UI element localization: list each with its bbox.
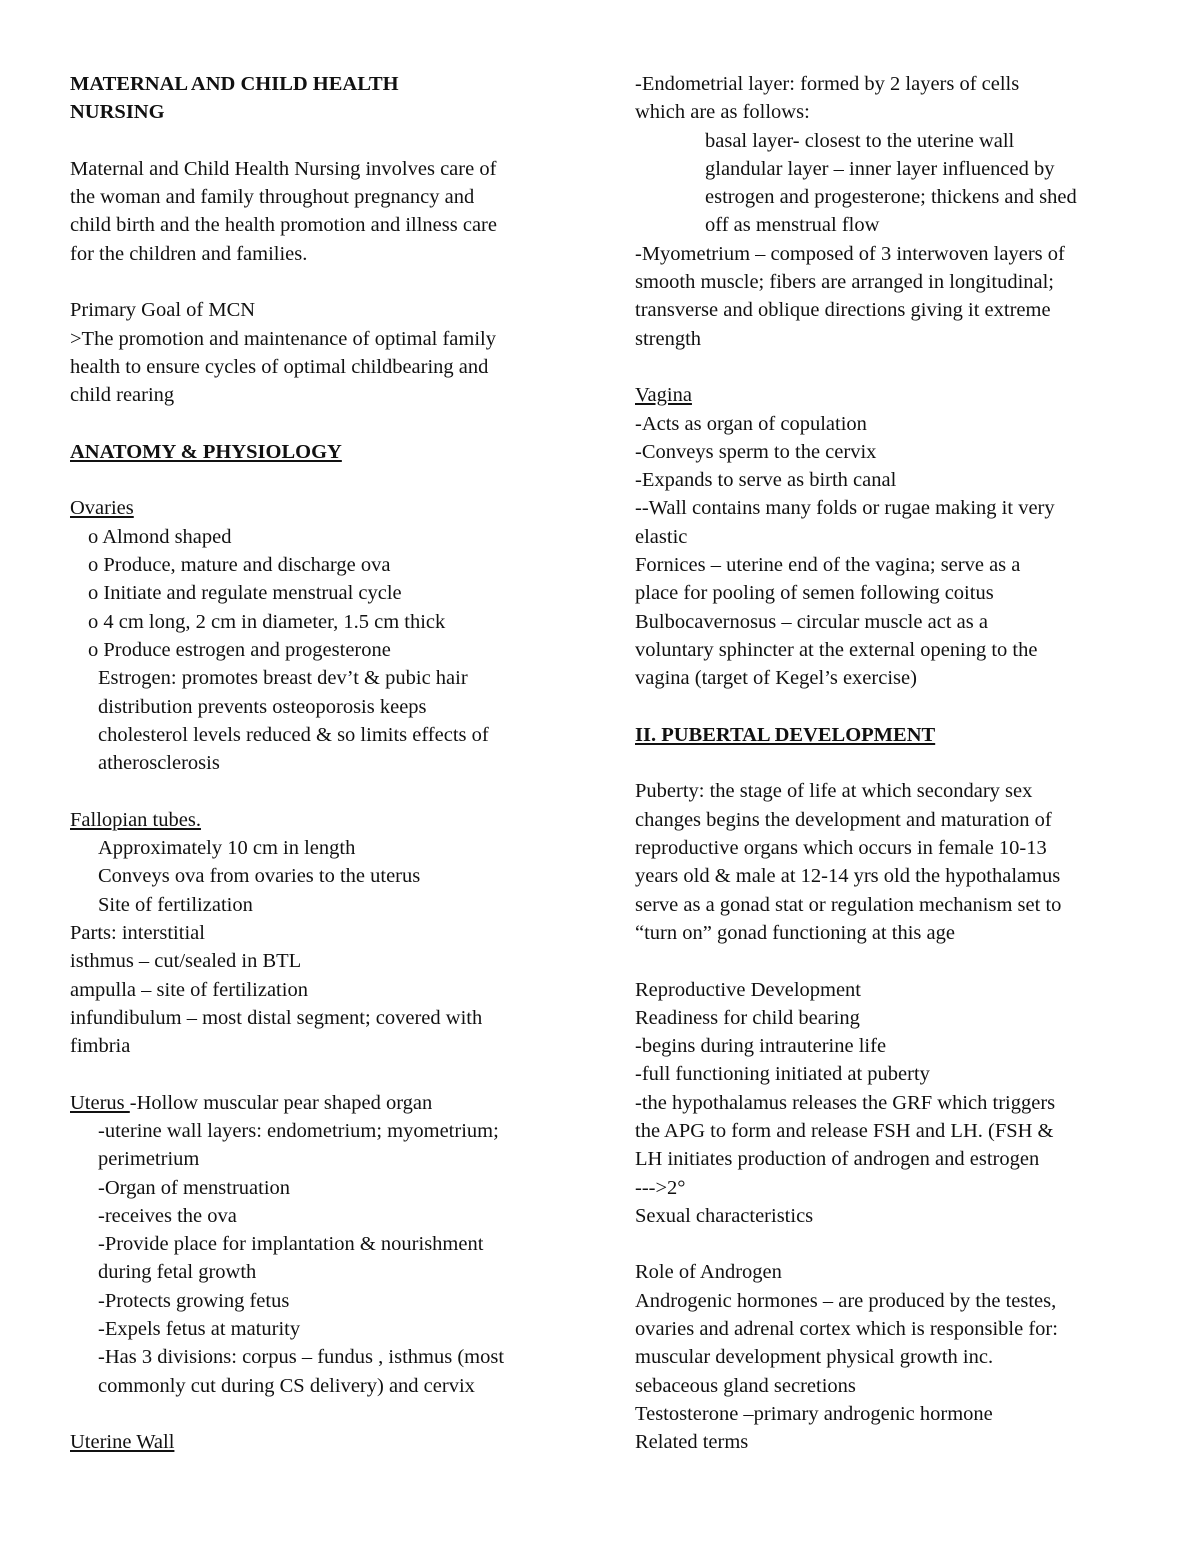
- intro-line: child birth and the health promotion and illness care: [70, 214, 497, 237]
- vagina-item: Fornices – uterine end of the vagina; serve as a: [635, 554, 1021, 577]
- puberty-line: years old & male at 12-14 yrs old the hypothalamus: [635, 865, 1061, 888]
- uterus-description: -Hollow muscular pear shaped organ: [129, 1091, 433, 1114]
- ovaries-bullet: o Initiate and regulate menstrual cycle: [88, 582, 402, 605]
- puberty-line: serve as a gonad stat or regulation mechanism set to: [635, 893, 1062, 916]
- puberty-line: “turn on” gonad functioning at this age: [635, 921, 955, 944]
- uterus-item: -Protects growing fetus: [98, 1289, 290, 1312]
- reproductive-line: -begins during intrauterine life: [635, 1035, 887, 1058]
- uterus-heading-line: [70, 1089, 570, 1117]
- puberty-line: reproductive organs which occurs in female 10-13: [635, 837, 1047, 860]
- puberty-line: Puberty: the stage of life at which secondary sex: [635, 780, 1033, 803]
- pubertal-heading: II. PUBERTAL DEVELOPMENT: [635, 723, 936, 746]
- document-title-line-2: NURSING: [70, 101, 165, 124]
- vagina-item: Bulbocavernosus – circular muscle act as a: [635, 610, 988, 633]
- ovaries-bullet: o Almond shaped: [88, 525, 232, 548]
- layer-line: estrogen and progesterone; thickens and shed: [705, 186, 1077, 209]
- intro-line: for the children and families.: [70, 242, 308, 265]
- fallopian-heading: Fallopian tubes.: [70, 808, 201, 831]
- estrogen-line: cholesterol levels reduced & so limits effects of: [98, 723, 489, 746]
- fallopian-part: fimbria: [70, 1035, 131, 1058]
- reproductive-line: Sexual characteristics: [635, 1204, 814, 1227]
- vagina-item: -Conveys sperm to the cervix: [635, 440, 877, 463]
- androgen-line: ovaries and adrenal cortex which is responsible for:: [635, 1318, 1058, 1341]
- reproductive-line: the APG to form and release FSH and LH. (FSH &: [635, 1119, 1054, 1142]
- reproductive-line: -full functioning initiated at puberty: [635, 1063, 930, 1086]
- goal-heading: Primary Goal of MCN: [70, 299, 256, 322]
- puberty-line: changes begins the development and maturation of: [635, 808, 1052, 831]
- reproductive-line: Reproductive Development: [635, 978, 862, 1001]
- document-title-line-1: MATERNAL AND CHILD HEALTH: [70, 73, 399, 95]
- goal-line: >The promotion and maintenance of optimal family: [70, 327, 496, 350]
- vagina-heading: Vagina: [635, 384, 692, 407]
- fallopian-part: Parts: interstitial: [70, 921, 205, 944]
- ovaries-bullet: o 4 cm long, 2 cm in diameter, 1.5 cm thick: [88, 610, 446, 633]
- myometrium-line: smooth muscle; fibers are arranged in longitudinal;: [635, 271, 1054, 294]
- myometrium-line: strength: [635, 327, 702, 350]
- uterus-item: perimetrium: [98, 1148, 200, 1171]
- uterus-item: during fetal growth: [98, 1261, 257, 1284]
- estrogen-line: distribution prevents osteoporosis keeps: [98, 695, 427, 718]
- fallopian-item: Conveys ova from ovaries to the uterus: [98, 865, 421, 888]
- vagina-item: -Expands to serve as birth canal: [635, 469, 897, 492]
- reproductive-line: -the hypothalamus releases the GRF which triggers: [635, 1091, 1056, 1114]
- ovaries-bullet: o Produce estrogen and progesterone: [88, 638, 391, 661]
- fallopian-part: ampulla – site of fertilization: [70, 978, 308, 1001]
- uterus-item: commonly cut during CS delivery) and cervix: [98, 1374, 475, 1397]
- fallopian-item: Approximately 10 cm in length: [98, 837, 356, 860]
- ovaries-heading: Ovaries: [70, 497, 134, 520]
- androgen-line: sebaceous gland secretions: [635, 1374, 856, 1397]
- reproductive-line: Readiness for child bearing: [635, 1006, 860, 1029]
- intro-line: Maternal and Child Health Nursing involves care of: [70, 157, 497, 180]
- endometrial-line: which are as follows:: [635, 101, 810, 124]
- vagina-item: --Wall contains many folds or rugae making it very: [635, 497, 1055, 520]
- ovaries-bullet: o Produce, mature and discharge ova: [88, 554, 391, 577]
- uterine-wall-heading: Uterine Wall: [70, 1431, 175, 1454]
- uterus-item: -Expels fetus at maturity: [98, 1318, 301, 1341]
- uterus-item: -uterine wall layers: endometrium; myometrium;: [98, 1119, 499, 1142]
- uterus-item: -Provide place for implantation & nourishment: [98, 1233, 484, 1256]
- uterus-item: -Has 3 divisions: corpus – fundus , isthmus (most: [98, 1346, 505, 1369]
- vagina-item: voluntary sphincter at the external opening to the: [635, 638, 1038, 661]
- uterus-item: -receives the ova: [98, 1204, 237, 1227]
- androgen-line: Androgenic hormones – are produced by the testes,: [635, 1289, 1057, 1312]
- androgen-line: muscular development physical growth inc.: [635, 1346, 994, 1369]
- goal-line: child rearing: [70, 384, 175, 407]
- left-column: [70, 70, 570, 1457]
- androgen-line: Related terms: [635, 1431, 749, 1454]
- layer-line: off as menstrual flow: [705, 214, 880, 237]
- goal-line: health to ensure cycles of optimal childbearing and: [70, 355, 489, 378]
- androgen-line: Testosterone –primary androgenic hormone: [635, 1402, 993, 1425]
- reproductive-line: --->2°: [635, 1176, 686, 1199]
- fallopian-item: Site of fertilization: [98, 893, 253, 916]
- myometrium-line: -Myometrium – composed of 3 interwoven layers of: [635, 242, 1065, 265]
- right-column: [635, 70, 1135, 1457]
- estrogen-line: atherosclerosis: [98, 752, 220, 775]
- myometrium-line: transverse and oblique directions giving it extreme: [635, 299, 1051, 322]
- uterus-item: -Organ of menstruation: [98, 1176, 291, 1199]
- fallopian-part: isthmus – cut/sealed in BTL: [70, 950, 302, 973]
- layer-line: glandular layer – inner layer influenced by: [705, 157, 1055, 180]
- vagina-item: place for pooling of semen following coitus: [635, 582, 994, 605]
- uterus-heading: Uterus: [70, 1091, 130, 1114]
- androgen-line: Role of Androgen: [635, 1261, 782, 1284]
- endometrial-line: -Endometrial layer: formed by 2 layers of cells: [635, 73, 1020, 95]
- vagina-item: -Acts as organ of copulation: [635, 412, 867, 435]
- intro-line: the woman and family throughout pregnancy and: [70, 186, 475, 209]
- vagina-item: vagina (target of Kegel’s exercise): [635, 667, 917, 690]
- fallopian-part: infundibulum – most distal segment; covered with: [70, 1006, 483, 1029]
- vagina-item: elastic: [635, 525, 688, 548]
- anatomy-heading: ANATOMY & PHYSIOLOGY: [70, 440, 342, 463]
- estrogen-line: Estrogen: promotes breast dev’t & pubic hair: [98, 667, 468, 690]
- layer-line: basal layer- closest to the uterine wall: [705, 129, 1015, 152]
- reproductive-line: LH initiates production of androgen and estrogen: [635, 1148, 1040, 1171]
